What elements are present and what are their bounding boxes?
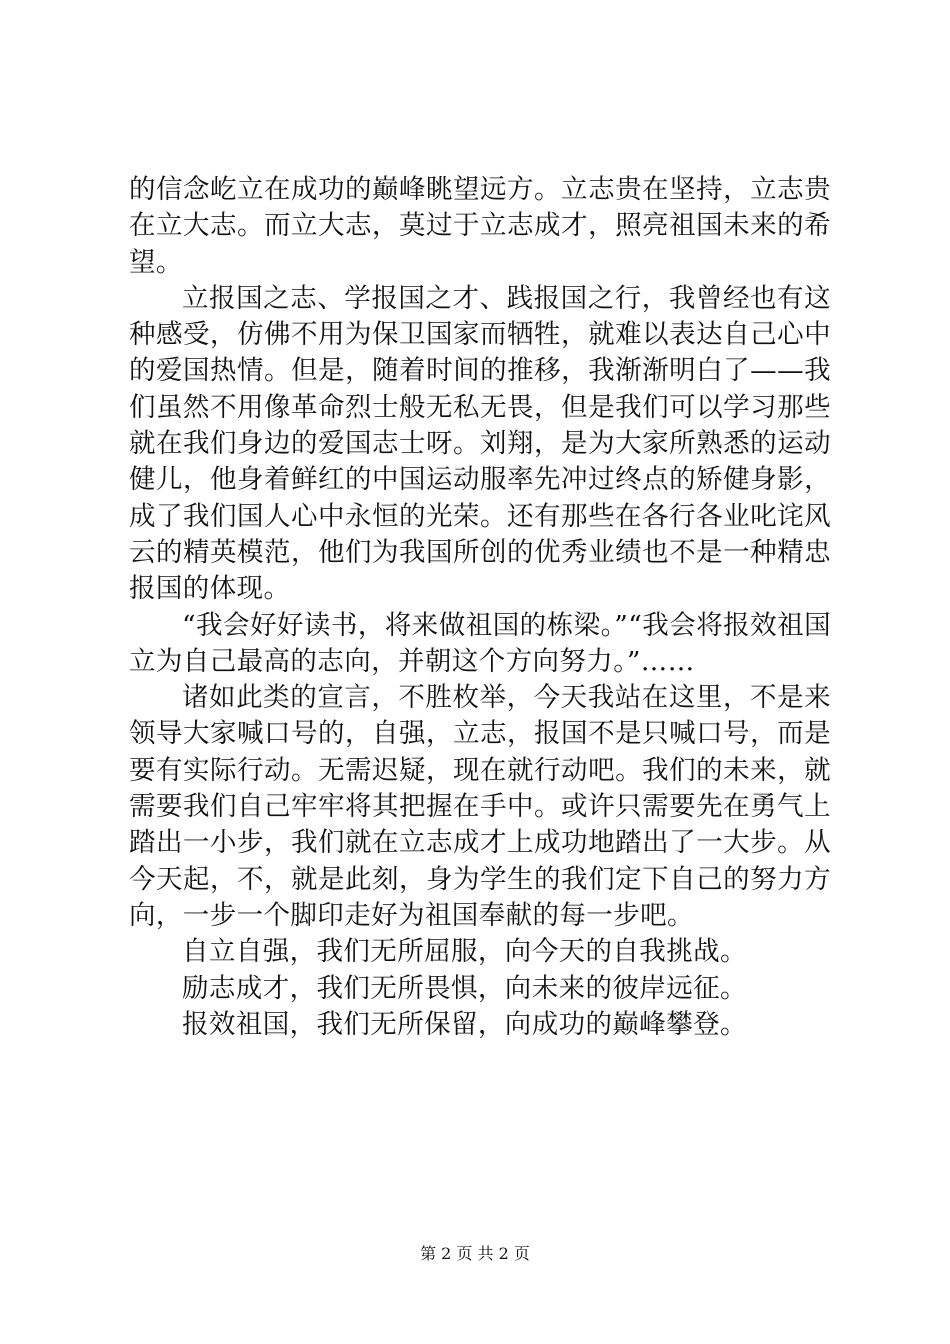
paragraph: 诸如此类的宣言，不胜枚举，今天我站在这里，不是来领导大家喊口号的，自强，立志，报国不是只喊口号，而是要有实际行动。无需迟疑，现在就行动吧。我们的未来，就需要我们自己牢牢将其把握在手中。或许只需要先在勇气上踏出一小步，我们就在立志成才上成功地踏出了一大步。从今天起，不，就是此刻，身为学生的我们定下自己的努力方向，一步一个脚印走好为祖国奉献的每一步吧。 — [129, 682, 831, 931]
page-footer: 第 2 页 共 2 页 — [420, 1244, 530, 1263]
paragraph-continuation: 的信念屹立在成功的巅峰眺望远方。立志贵在坚持，立志贵在立大志。而立大志，莫过于立志成才，照亮祖国未来的希望。 — [129, 174, 831, 278]
closing-line: 自立自强，我们无所屈服，向今天的自我挑战。 — [182, 936, 747, 968]
paragraph-quote: “我会好好读书，将来做祖国的栋梁。”“我会将报效祖国立为自己最高的志向，并朝这个方向努力。”…… — [129, 609, 831, 677]
closing-line: 励志成才，我们无所畏惧，向未来的彼岸远征。 — [182, 972, 747, 1004]
document-body — [129, 172, 831, 1043]
paragraph: 立报国之志、学报国之才、践报国之行，我曾经也有这种感受，仿佛不用为保卫国家而牺牲，就难以表达自己心中的爱国热情。但是，随着时间的推移，我渐渐明白了——我们虽然不用像革命烈士般无私无畏，但是我们可以学习那些就在我们身边的爱国志士呀。刘翔，是为大家所熟悉的运动健儿，他身着鲜红的中国运动服率先冲过终点的矫健身影，成了我们国人心中永恒的光荣。还有那些在各行各业叱诧风云的精英模范，他们为我国所创的优秀业绩也不是一种精忠报国的体现。 — [129, 282, 831, 605]
closing-line: 报效祖国，我们无所保留，向成功的巅峰攀登。 — [182, 1008, 747, 1040]
